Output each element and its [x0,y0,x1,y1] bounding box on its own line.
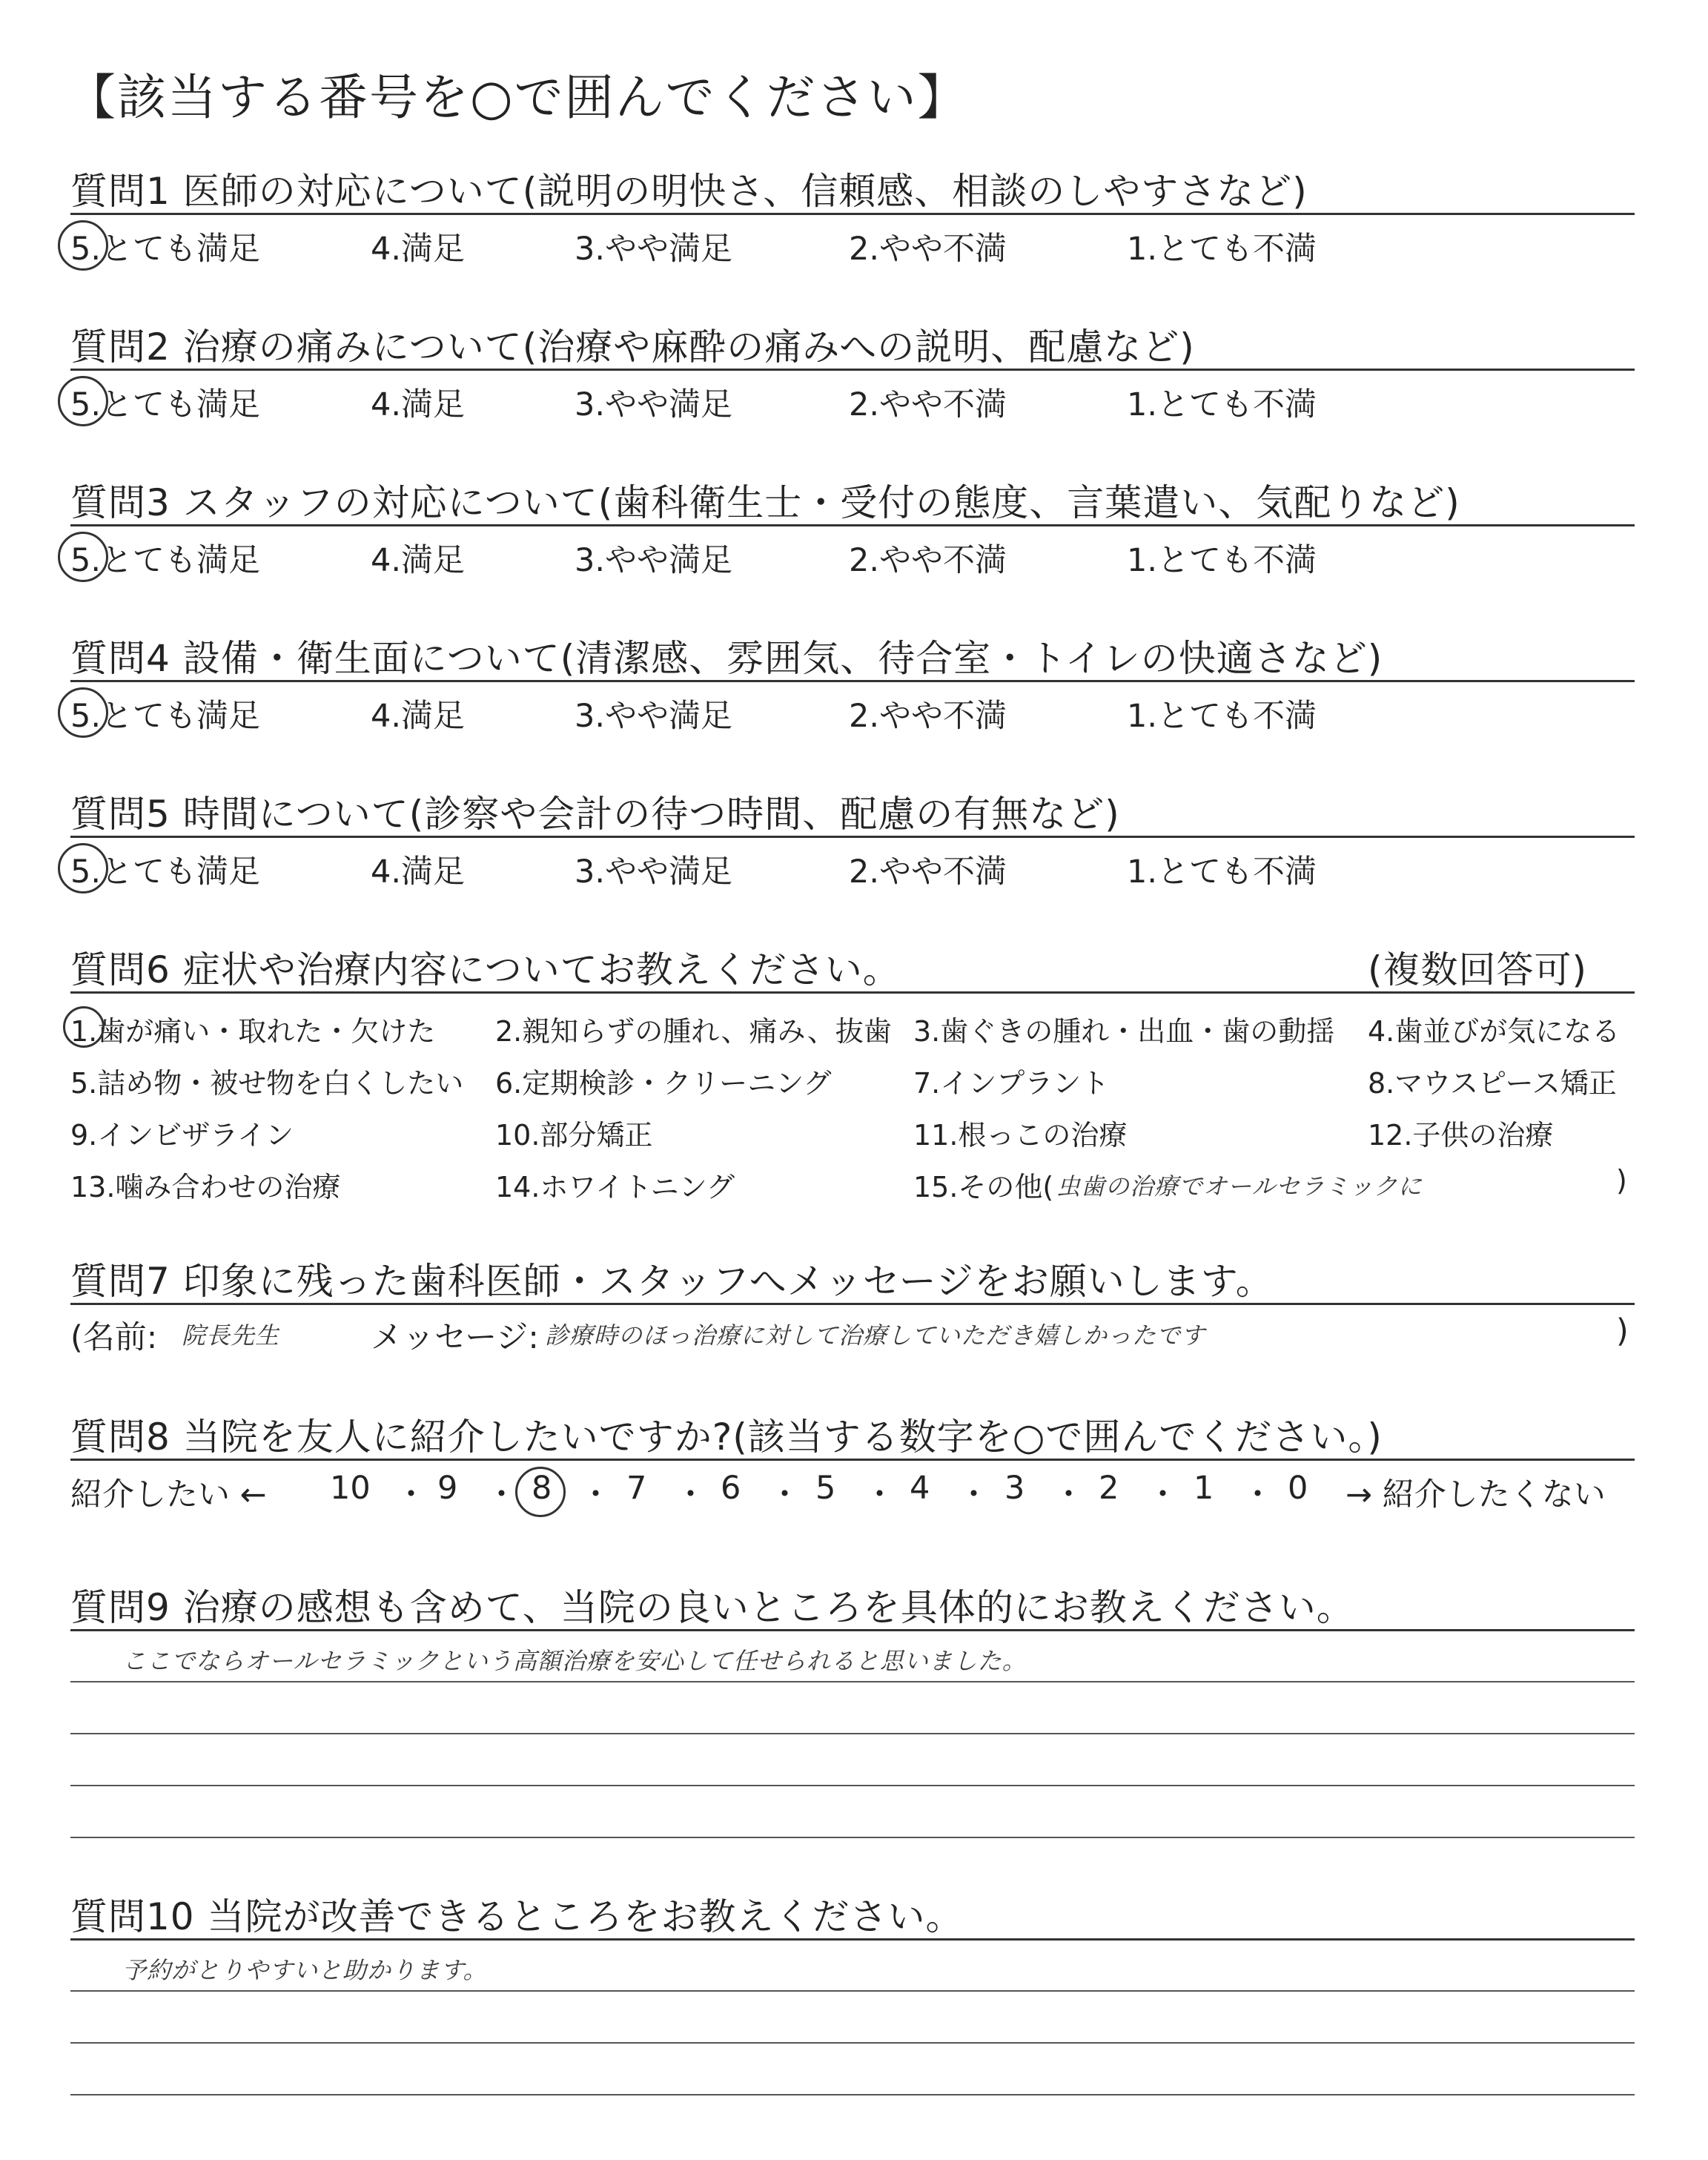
option-2[interactable]: 2.やや不満 [849,698,1007,735]
answer-line [70,1990,1635,1992]
option-5[interactable]: 5.とても満足 [70,542,261,579]
recommend-left-label: 紹介したい ← [70,1476,267,1513]
divider [70,1629,1635,1631]
symptom-option-7[interactable]: 7.インプラント [913,1067,1110,1100]
scale-4[interactable]: 4 [910,1470,930,1507]
option-4[interactable]: 4.満足 [371,698,466,735]
option-2[interactable]: 2.やや不満 [849,542,1007,579]
scale-separator: ・ [395,1476,427,1513]
q9-handwritten-answer[interactable]: ここでならオールセラミックという高額治療を安心して任せられると思いました。 [122,1647,1027,1675]
question-title: 質問1 医師の対応について(説明の明快さ、信頼感、相談のしやすさなど) [70,170,1308,213]
divider [70,524,1635,526]
scale-separator: ・ [864,1476,896,1513]
scale-10[interactable]: 10 [330,1470,371,1507]
answer-line [70,1681,1635,1682]
answer-line [70,1837,1635,1838]
symptom-option-8[interactable]: 8.マウスピース矯正 [1368,1067,1617,1100]
page-header: 【該当する番号を○で囲んでください】 [67,69,968,126]
option-4[interactable]: 4.満足 [371,542,466,579]
scale-1[interactable]: 1 [1194,1470,1214,1507]
question-title: 質問6 症状や治療内容についてお教えください。 [70,948,901,991]
answer-line [70,1785,1635,1786]
scale-separator: ・ [675,1476,706,1513]
divider [70,213,1635,215]
scale-separator: ・ [958,1476,990,1513]
symptom-option-10[interactable]: 10.部分矯正 [495,1119,653,1152]
option-5[interactable]: 5.とても満足 [70,853,261,891]
selection-circle [58,220,108,271]
symptom-option-3[interactable]: 3.歯ぐきの腫れ・出血・歯の動揺 [913,1015,1335,1048]
symptom-option-5[interactable]: 5.詰め物・被せ物を白くしたい [70,1067,464,1100]
question-title: 質問9 治療の感想も含めて、当院の良いところを具体的にお教えください。 [70,1586,1354,1629]
option-2[interactable]: 2.やや不満 [849,853,1007,891]
option-1[interactable]: 1.とても不満 [1127,386,1317,423]
option-3[interactable]: 3.やや満足 [575,231,733,268]
option-5[interactable]: 5.とても満足 [70,386,261,423]
selection-circle [515,1467,566,1517]
scale-separator: ・ [1147,1476,1179,1513]
symptom-option-14[interactable]: 14.ホワイトニング [495,1171,735,1203]
divider [70,369,1635,371]
scale-8[interactable]: 8 [532,1470,552,1507]
question-title: 質問4 設備・衛生面について(清潔感、雰囲気、待合室・トイレの快適さなど) [70,637,1383,680]
question-title: 質問3 スタッフの対応について(歯科衛生士・受付の態度、言葉遣い、気配りなど) [70,481,1460,524]
option-4[interactable]: 4.満足 [371,386,466,423]
option-5[interactable]: 5.とても満足 [70,698,261,735]
symptom-option-15[interactable]: 15.その他( [913,1171,1054,1203]
scale-separator: ・ [769,1476,801,1513]
scale-separator: ・ [486,1476,517,1513]
divider [70,991,1635,994]
message-label: メッセージ: [371,1319,539,1356]
option-4[interactable]: 4.満足 [371,853,466,891]
selection-circle [63,1006,105,1048]
divider [70,1303,1635,1305]
q10-handwritten-answer[interactable]: 予約がとりやすいと助かります。 [122,1956,488,1984]
option-3[interactable]: 3.やや満足 [575,386,733,423]
symptom-option-13[interactable]: 13.噛み合わせの治療 [70,1171,341,1203]
name-label: (名前: [70,1319,158,1356]
scale-3[interactable]: 3 [1004,1470,1025,1507]
multiple-answers-note: (複数回答可) [1368,948,1588,991]
answer-line [70,2042,1635,2044]
option-3[interactable]: 3.やや満足 [575,542,733,579]
divider [70,836,1635,838]
scale-0[interactable]: 0 [1288,1470,1308,1507]
scale-6[interactable]: 6 [721,1470,741,1507]
message-handwritten[interactable]: 診療時のほっ治療に対して治療していただき嬉しかったです [545,1321,1206,1350]
question-title: 質問8 当院を友人に紹介したいですか?(該当する数字を○で囲んでください。) [70,1416,1383,1459]
scale-9[interactable]: 9 [437,1470,458,1507]
symptom-option-12[interactable]: 12.子供の治療 [1368,1119,1554,1152]
option-1[interactable]: 1.とても不満 [1127,231,1317,268]
symptom-option-2[interactable]: 2.親知らずの腫れ、痛み、抜歯 [495,1015,892,1048]
option-3[interactable]: 3.やや満足 [575,698,733,735]
option-1[interactable]: 1.とても不満 [1127,853,1317,891]
close-paren: ) [1616,1312,1629,1350]
divider [70,1459,1635,1461]
question-title: 質問2 治療の痛みについて(治療や麻酔の痛みへの説明、配慮など) [70,326,1195,369]
scale-separator: ・ [1242,1476,1274,1513]
divider [70,1938,1635,1941]
symptom-option-6[interactable]: 6.定期検診・クリーニング [495,1067,832,1100]
question-title: 質問5 時間について(診察や会計の待つ時間、配慮の有無など) [70,793,1120,836]
option-1[interactable]: 1.とても不満 [1127,698,1317,735]
question-title: 質問7 印象に残った歯科医師・スタッフへメッセージをお願いします。 [70,1260,1274,1303]
option-4[interactable]: 4.満足 [371,231,466,268]
scale-separator: ・ [1053,1476,1085,1513]
answer-line [70,2094,1635,2095]
other-handwritten-answer: 虫歯の治療でオールセラミックに [1056,1172,1423,1200]
scale-5[interactable]: 5 [815,1470,836,1507]
option-5[interactable]: 5.とても満足 [70,231,261,268]
scale-2[interactable]: 2 [1099,1470,1119,1507]
selection-circle [58,843,108,894]
symptom-option-1[interactable]: 1.歯が痛い・取れた・欠けた [70,1015,436,1048]
option-3[interactable]: 3.やや満足 [575,853,733,891]
recommend-right-label: → 紹介したくない [1345,1476,1606,1513]
divider [70,680,1635,682]
selection-circle [58,532,108,582]
option-1[interactable]: 1.とても不満 [1127,542,1317,579]
answer-line [70,1733,1635,1734]
selection-circle [58,376,108,426]
symptom-option-4[interactable]: 4.歯並びが気になる [1368,1015,1621,1048]
symptom-option-9[interactable]: 9.インビザライン [70,1119,294,1152]
scale-separator: ・ [580,1476,612,1513]
selection-circle [58,687,108,738]
option-2[interactable]: 2.やや不満 [849,386,1007,423]
option-2[interactable]: 2.やや不満 [849,231,1007,268]
name-handwritten[interactable]: 院長先生 [182,1321,280,1350]
scale-7[interactable]: 7 [626,1470,647,1507]
symptom-option-11[interactable]: 11.根っこの治療 [913,1119,1128,1152]
other-close-paren: ) [1616,1164,1627,1197]
question-title: 質問10 当院が改善できるところをお教えください。 [70,1895,964,1938]
